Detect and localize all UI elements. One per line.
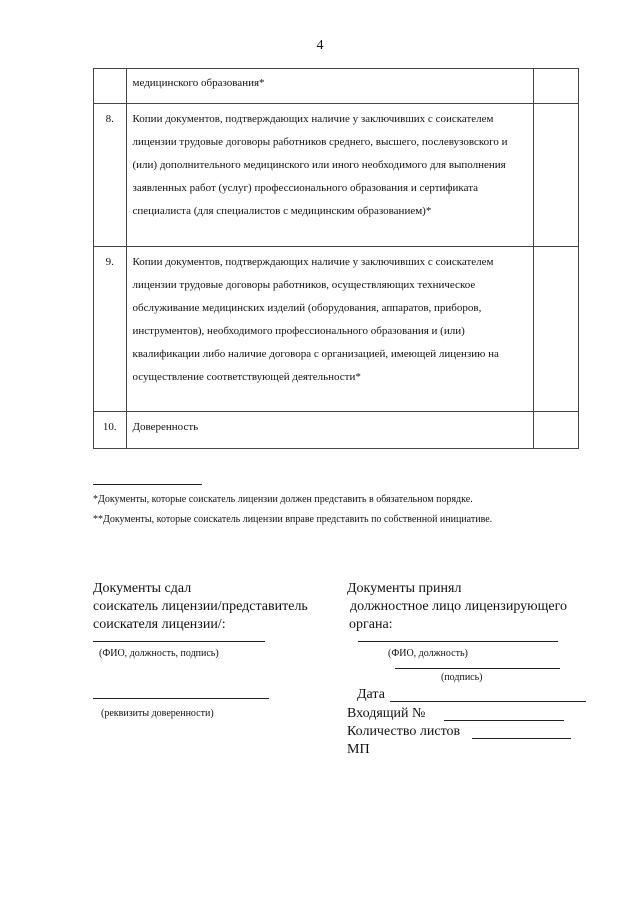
documents-table [93,68,579,449]
footnote-optional: **Документы, которые соискатель лицензии вправе представить по собственной инициативе. [93,514,493,525]
row-mark-cell [534,104,579,247]
table-row [94,69,579,104]
submitted-by-role-cont: соискателя лицензии/: [93,617,226,632]
proxy-details-line [93,698,269,699]
footnote-divider [93,484,202,485]
received-by-role: должностное лицо лицензирующего [350,599,567,614]
row-text: Копии документов, подтверждающих наличие у заключивших с соискателем лицензии трудовые договоры работников, осуществляющих техническое обслуживание медицинских изделий (оборудования, аппаратов, приборов, инструментов), необходимого профессионального образования и (или) квалификации либо наличие договора с организацией, имеющей лицензию на осуществление соответствующей деятельности* [126,247,534,412]
row-mark-cell [534,412,579,449]
table-row [94,104,579,247]
sheet-count-label: Количество листов [347,724,461,739]
submitted-by-heading: Документы сдал [93,581,192,596]
official-name-caption: (ФИО, должность) [388,648,468,659]
official-signature-caption: (подпись) [441,672,483,683]
table-row [94,412,579,449]
page-number: 4 [316,38,324,53]
sheet-count-line [472,738,571,739]
row-text: Доверенность [126,412,534,449]
stamp-label: МП [347,742,370,757]
applicant-signature-caption: (ФИО, должность, подпись) [99,648,219,659]
proxy-details-caption: (реквизиты доверенности) [101,708,214,719]
received-by-role-cont: органа: [349,617,393,632]
date-line [390,701,586,702]
official-name-line [358,641,558,642]
row-number: 8. [94,104,127,247]
date-label: Дата [357,687,385,702]
row-text: медицинского образования* [126,69,534,104]
row-mark-cell [534,247,579,412]
row-number: 9. [94,247,127,412]
incoming-number-label: Входящий № [347,706,426,721]
table-row [94,247,579,412]
official-signature-line [395,668,560,669]
footnote-mandatory: *Документы, которые соискатель лицензии должен представить в обязательном порядке. [93,494,473,505]
received-by-heading: Документы принял [347,581,462,596]
row-text: Копии документов, подтверждающих наличие у заключивших с соискателем лицензии трудовые договоры работников среднего, высшего, послевузовского и (или) дополнительного медицинского или иного необходимого для выполнения заявленных работ (услуг) профессионального образования и сертификата специалиста (для специалистов с медицинским образованием)* [126,104,534,247]
submitted-by-role: соискатель лицензии/представитель [93,599,308,614]
row-number [94,69,127,104]
row-number: 10. [94,412,127,449]
incoming-number-line [444,720,564,721]
applicant-signature-line [93,641,265,642]
row-mark-cell [534,69,579,104]
